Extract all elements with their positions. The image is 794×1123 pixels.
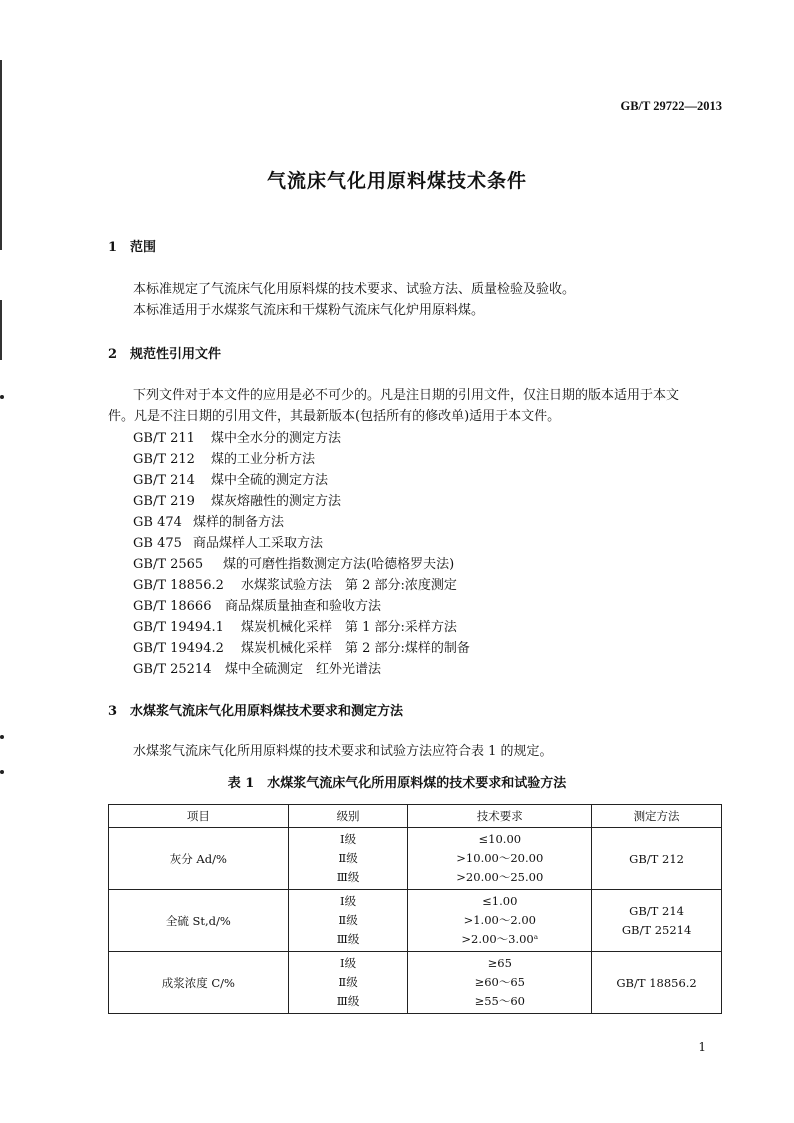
reference-code: GB/T 2565 [133, 557, 204, 572]
requirement-value: ≥60～65 [474, 975, 525, 989]
reference-item [133, 658, 381, 677]
method-cell: GB/T 18856.2 [592, 952, 722, 1014]
reference-title: 煤炭机械化采样 第 1 部分:采样方法 [241, 620, 457, 635]
table-row [109, 828, 722, 890]
section-1-paragraph-2: 本标准适用于水煤浆气流床和干煤粉气流床气化炉用原料煤。 [133, 303, 485, 318]
reference-item [133, 469, 328, 488]
requirement-value: ≥55～60 [474, 994, 525, 1008]
reference-title: 煤中全水分的测定方法 [211, 431, 342, 446]
grade-value: Ⅲ级 [336, 994, 360, 1008]
method-value: GB/T 214 [629, 903, 684, 918]
reference-title: 煤灰熔融性的测定方法 [211, 494, 342, 509]
table-row [109, 952, 722, 1014]
item-cell: 成浆浓度 C/% [109, 952, 289, 1014]
reference-code: GB 474 [133, 515, 182, 530]
reference-code: GB/T 18666 [133, 599, 212, 614]
reference-title: 煤中全硫的测定方法 [211, 473, 329, 488]
grade-value: Ⅲ级 [336, 870, 360, 884]
grade-value: Ⅱ级 [338, 851, 358, 865]
column-header: 测定方法 [592, 805, 722, 828]
requirement-value: ≥65 [487, 956, 512, 970]
scan-edge-mark [0, 60, 2, 250]
section-3-paragraph-1: 水煤浆气流床气化所用原料煤的技术要求和试验方法应符合表 1 的规定。 [133, 744, 553, 759]
spec-table [108, 804, 722, 1014]
reference-code: GB 475 [133, 536, 182, 551]
reference-item [133, 595, 381, 614]
section-2-heading [108, 343, 221, 362]
reference-item [133, 637, 470, 656]
reference-item [133, 448, 315, 467]
reference-title: 商品煤样人工采取方法 [193, 536, 324, 551]
reference-item [133, 490, 341, 509]
grade-value: Ⅱ级 [338, 913, 358, 927]
grade-value: Ⅰ级 [340, 894, 357, 908]
section-1-paragraph-1: 本标准规定了气流床气化用原料煤的技术要求、试验方法、质量检验及验收。 [133, 282, 576, 297]
reference-title: 水煤浆试验方法 第 2 部分:浓度测定 [241, 578, 457, 593]
requirement-value: ≤10.00 [478, 832, 522, 846]
requirement-value: >1.00～2.00 [463, 913, 536, 927]
table-row [109, 890, 722, 952]
reference-code: GB/T 18856.2 [133, 578, 224, 593]
scan-edge-dot [0, 395, 4, 399]
reference-code: GB/T 212 [133, 452, 195, 467]
method-cell: GB/T 212 [592, 828, 722, 890]
reference-code: GB/T 19494.1 [133, 620, 224, 635]
reference-item [133, 616, 457, 635]
grade-value: Ⅰ级 [340, 956, 357, 970]
reference-code: GB/T 214 [133, 473, 195, 488]
section-1-heading [108, 236, 156, 255]
reference-title: 煤样的制备方法 [193, 515, 285, 530]
reference-title: 煤的可磨性指数测定方法(哈德格罗夫法) [223, 557, 455, 572]
grade-value: Ⅲ级 [336, 932, 360, 946]
table-header-row [109, 805, 722, 828]
requirement-value: >10.00～20.00 [456, 851, 544, 865]
scan-edge-dot [0, 735, 4, 739]
reference-title: 商品煤质量抽查和验收方法 [225, 599, 382, 614]
standard-code: GB/T 29722—2013 [620, 99, 722, 113]
section-3-heading [108, 700, 403, 719]
section-number: 3 [108, 704, 118, 719]
reference-item [133, 427, 341, 446]
page-number: 1 [698, 1040, 706, 1054]
grade-value: Ⅱ级 [338, 975, 358, 989]
reference-item [133, 574, 457, 593]
column-header: 技术要求 [408, 805, 592, 828]
requirement-value: >2.00～3.00ᵃ [461, 932, 539, 946]
section-2-intro-line-1: 下列文件对于本文件的应用是必不可少的。凡是注日期的引用文件，仅注日期的版本适用于本文 [133, 388, 680, 403]
reference-code: GB/T 219 [133, 494, 195, 509]
reference-code: GB/T 211 [133, 431, 195, 446]
requirement-cell [408, 952, 592, 1014]
grade-value: Ⅰ级 [340, 832, 357, 846]
reference-item [133, 553, 454, 572]
requirement-cell [408, 828, 592, 890]
requirement-value: >20.00～25.00 [456, 870, 544, 884]
item-cell: 全硫 St,d/% [109, 890, 289, 952]
section-title: 规范性引用文件 [130, 347, 222, 362]
column-header: 级别 [288, 805, 408, 828]
reference-item [133, 511, 284, 530]
section-2-intro-line-2: 件。凡是不注日期的引用文件，其最新版本(包括所有的修改单)适用于本文件。 [108, 409, 561, 424]
reference-item [133, 532, 323, 551]
scan-edge-mark [0, 300, 2, 360]
reference-code: GB/T 19494.2 [133, 641, 224, 656]
item-cell: 灰分 Ad/% [109, 828, 289, 890]
section-title: 水煤浆气流床气化用原料煤技术要求和测定方法 [130, 704, 404, 719]
section-number: 1 [108, 240, 118, 255]
requirement-cell [408, 890, 592, 952]
grade-cell [288, 952, 408, 1014]
document-title: 气流床气化用原料煤技术条件 [266, 170, 527, 192]
requirement-value: ≤1.00 [482, 894, 518, 908]
table-caption: 表 1 水煤浆气流床气化所用原料煤的技术要求和试验方法 [227, 776, 567, 791]
grade-cell [288, 890, 408, 952]
reference-code: GB/T 25214 [133, 662, 212, 677]
reference-title: 煤的工业分析方法 [211, 452, 316, 467]
column-header: 项目 [109, 805, 289, 828]
method-value: GB/T 25214 [621, 922, 692, 937]
reference-title: 煤中全硫测定 红外光谱法 [225, 662, 382, 677]
section-number: 2 [108, 347, 118, 362]
method-cell [592, 890, 722, 952]
grade-cell [288, 828, 408, 890]
reference-title: 煤炭机械化采样 第 2 部分:煤样的制备 [241, 641, 470, 656]
section-title: 范围 [130, 240, 157, 255]
